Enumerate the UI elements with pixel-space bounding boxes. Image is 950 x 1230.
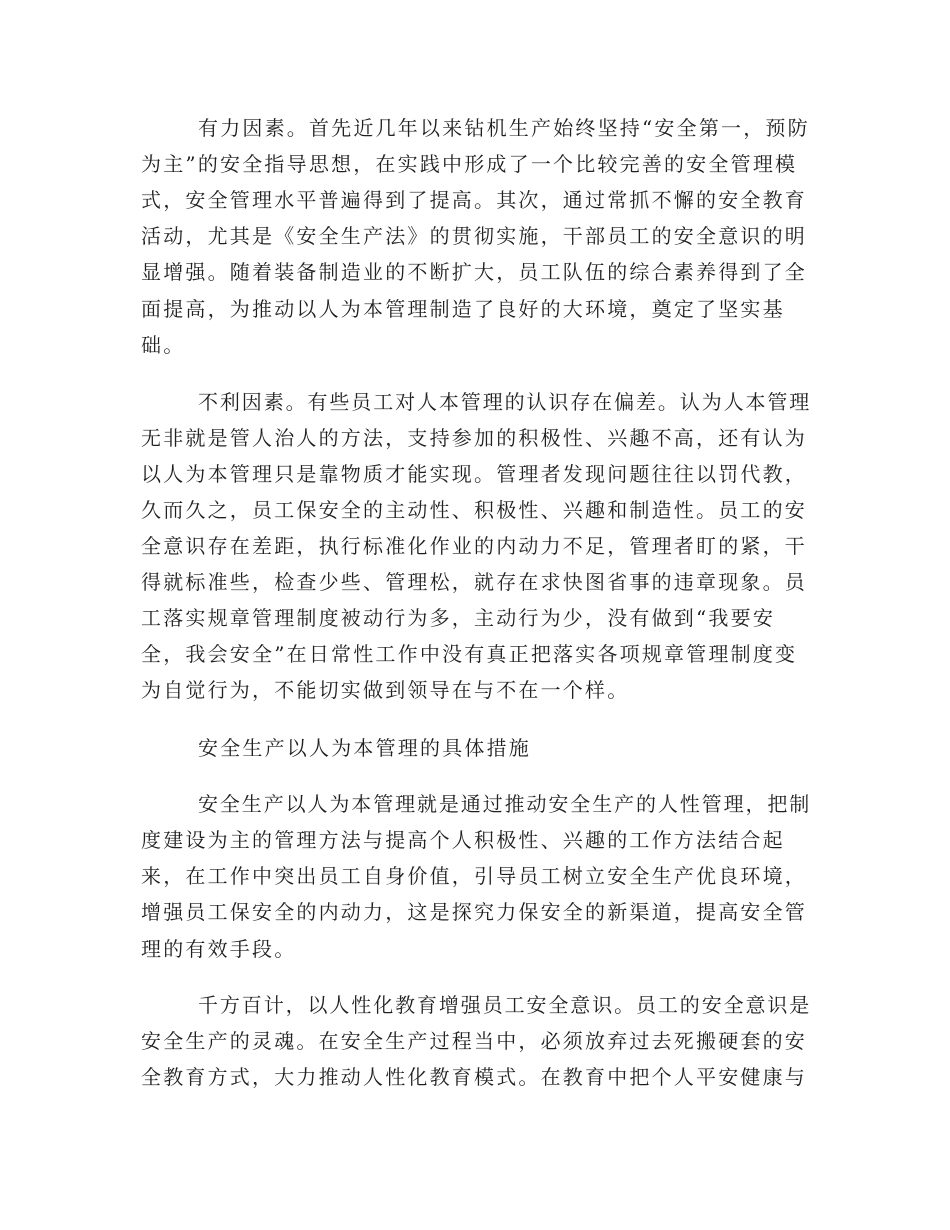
paragraph-2-line-5: 全意识存在差距，执行标准化作业的内动力不足，管理者盯的紧，干: [141, 534, 807, 558]
paragraph-4-line-3: 全教育方式，大力推动人性化教育模式。在教育中把个人平安健康与: [141, 1065, 807, 1089]
paragraph-3-line-4: 增强员工保安全的内动力，这是探究力保安全的新渠道，提高安全管: [141, 900, 807, 924]
paragraph-1-line-1: 有力因素。首先近几年以来钻机生产始终坚持“安全第一，预防: [198, 116, 810, 140]
paragraph-2-line-6: 得就标准些，检查少些、管理松，就存在求快图省事的违章现象。员: [141, 570, 807, 594]
paragraph-3-line-1: 安全生产以人为本管理就是通过推动安全生产的人性管理，把制: [198, 792, 812, 816]
paragraph-4-line-1: 千方百计，以人性化教育增强员工安全意识。员工的安全意识是: [198, 993, 812, 1017]
paragraph-1-line-6: 面提高，为推动以人为本管理制造了良好的大环境，奠定了坚实基: [141, 297, 785, 321]
paragraph-3-line-2: 度建设为主的管理方法与提高个人积极性、兴趣的工作方法结合起: [141, 828, 785, 852]
paragraph-3-line-3: 来，在工作中突出员工自身价值，引导员工树立安全生产优良环境，: [141, 864, 807, 888]
paragraph-1-line-5: 显增强。随着装备制造业的不断扩大，员工队伍的综合素养得到了全: [141, 260, 807, 284]
paragraph-1-line-4: 活动，尤其是《安全生产法》的贯彻实施，干部员工的安全意识的明: [141, 224, 807, 248]
paragraph-4-line-2: 安全生产的灵魂。在安全生产过程当中，必须放弃过去死搬硬套的安: [141, 1029, 807, 1053]
paragraph-2-line-1: 不利因素。有些员工对人本管理的认识存在偏差。认为人本管理: [198, 390, 812, 414]
paragraph-2-line-9: 为自觉行为，不能切实做到领导在与不在一个样。: [141, 678, 630, 702]
paragraph-2-line-2: 无非就是管人治人的方法，支持参加的积极性、兴趣不高，还有认为: [141, 426, 807, 450]
paragraph-2-line-8: 全，我会安全”在日常性工作中没有真正把落实各项规章管理制度变: [141, 642, 798, 666]
paragraph-2-line-4: 久而久之，员工保安全的主动性、积极性、兴趣和制造性。员工的安: [141, 498, 807, 522]
paragraph-1-line-7: 础。: [141, 333, 186, 357]
paragraph-2-line-3: 以人为本管理只是靠物质才能实现。管理者发现问题往往以罚代教，: [141, 462, 807, 486]
paragraph-2-line-7: 工落实规章管理制度被动行为多，主动行为少，没有做到“我要安: [141, 606, 776, 630]
paragraph-1-line-3: 式，安全管理水平普遍得到了提高。其次，通过常抓不懈的安全教育: [141, 188, 807, 212]
section-heading: 安全生产以人为本管理的具体措施: [198, 736, 531, 760]
paragraph-3-line-5: 理的有效手段。: [141, 937, 297, 961]
paragraph-1-line-2: 为主”的安全指导思想，在实践中形成了一个比较完善的安全管理模: [141, 152, 798, 176]
